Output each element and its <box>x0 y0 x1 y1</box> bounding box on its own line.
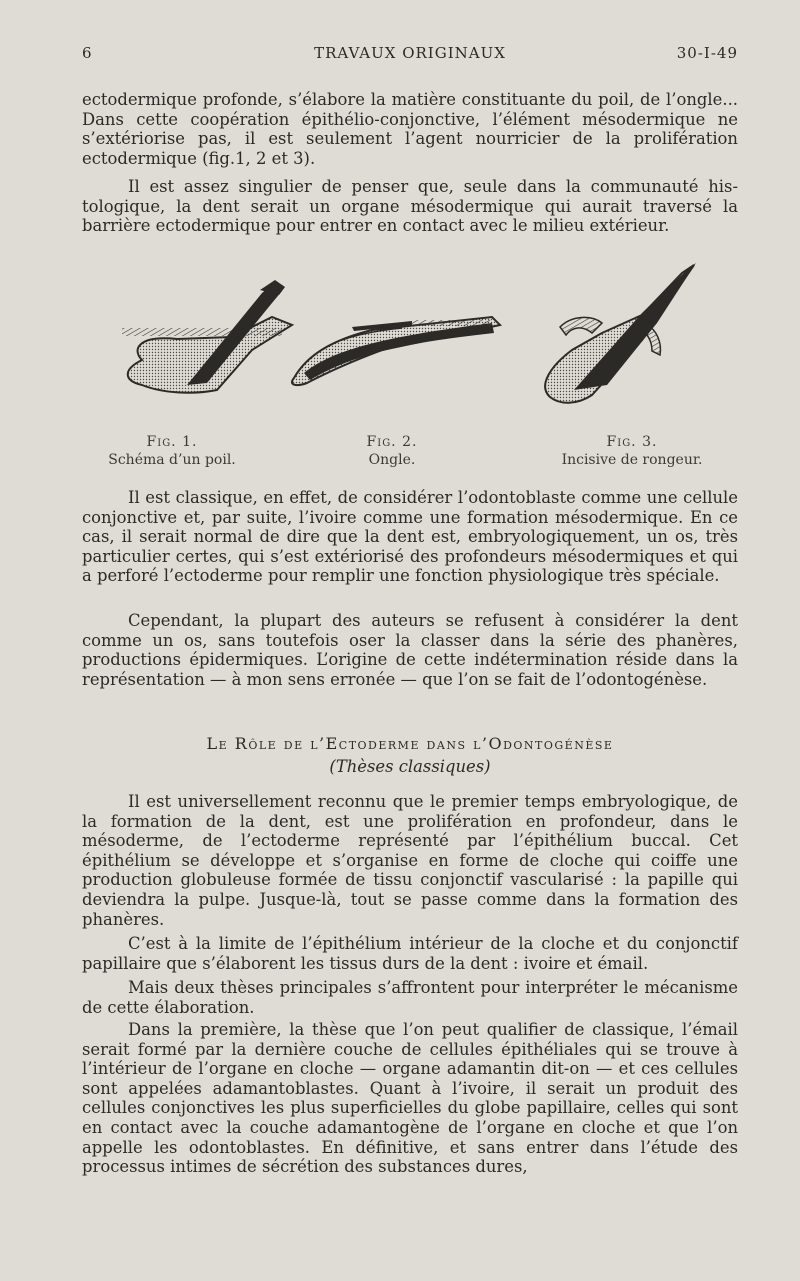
paragraph: Mais deux thèses principales s’affrontent pour interpréter le mécanisme de cette élaboration. <box>82 978 738 1017</box>
figure-group <box>82 255 738 470</box>
figure-2-caption <box>342 433 442 469</box>
paragraph: Il est universellement reconnu que le premier temps embryologique, de la formation de la dent, est une prolifération en profondeur, dans le mésoderme, de l’ectoderme représenté par l’épithélium buccal. Cet épithélium se développe et s’organise en forme de cloche qui coiffe une production globuleuse formée de tissu conjonctif vascularisé : la papille qui deviendra la pulpe. Jusque-là, tout se passe comme dans la formation des phanères. <box>82 792 738 929</box>
paragraph: Il est assez singulier de penser que, seule dans la communauté histologique, la dent serait un organe mésodermique qui aurait traversé la barrière ectodermique pour entrer en contact avec le milieu extérieur. <box>82 177 738 236</box>
running-header <box>82 44 738 68</box>
running-title: TRAVAUX ORIGINAUX <box>314 44 506 62</box>
paragraph: Cependant, la plupart des auteurs se refusent à considérer la dent comme un os, sans toutefois oser la classer dans la série des phanères, productions épidermiques. L’origine de cette indétermination réside dans la représentation — à mon sens erronée — que l’on se fait de l’odontogénèse. <box>82 611 738 689</box>
issue-date: 30-I-49 <box>676 44 738 62</box>
page-number: 6 <box>82 44 93 62</box>
figure-1-hair-drawing <box>122 280 292 393</box>
section-subtitle: (Thèses classiques) <box>329 757 491 776</box>
figure-3-incisor-drawing <box>545 263 696 403</box>
paragraph: C’est à la limite de l’épithélium intérieur de la cloche et du conjonctif papillaire que s’élaborent les tissus durs de la dent : ivoire et émail. <box>82 934 738 973</box>
paragraph: Il est classique, en effet, de considérer l’odontoblaste comme une cellule conjonctive et, par suite, l’ivoire comme une formation mésodermique. En ce cas, il serait normal de dire que la dent est, embryologiquement, un os, très particulier certes, qui s’est extériorisé des profondeurs mésodermiques et qui a perforé l’ectoderme pour remplir une fonction physiologique très spéciale. <box>82 488 738 586</box>
figure-1-caption <box>102 433 242 469</box>
section-title: Le Rôle de l’Ectoderme dans l’Odontogénèse <box>206 734 614 753</box>
figure-2-text: Ongle. <box>368 452 416 468</box>
figure-2-number: Fig. 2. <box>366 434 418 450</box>
figure-3-caption <box>542 433 722 469</box>
figure-3-text: Incisive de rongeur. <box>561 452 703 468</box>
figure-1-number: Fig. 1. <box>146 434 198 450</box>
figure-3-number: Fig. 3. <box>606 434 658 450</box>
figure-2-nail-drawing <box>292 317 500 385</box>
figure-1-text: Schéma d’un poil. <box>108 452 236 468</box>
paragraph-continued: ectodermique profonde, s’élabore la matière constituante du poil, de l’ongle... Dans cette coopération épithélio-conjonctive, l’élément mésodermique ne s’extériorise pas, il est seulement l’agent nourricier de la prolifération ectodermique (fig.1, 2 et 3). <box>82 90 738 168</box>
paragraph: Dans la première, la thèse que l’on peut qualifier de classique, l’émail serait formé par la dernière couche de cellules épithéliales qui se trouve à l’intérieur de l’organe en cloche — organe adamantin dit-on — et ces cellules sont appelées adamantoblastes. Quant à l’ivoire, il serait un produit des cellules conjonctives les plus superficielles du globe papillaire, celles qui sont en contact avec la couche adamantogène de l’organe en cloche et que l’on appelle les odontoblastes. En définitive, et sans entrer dans l’étude des processus intimes de sécrétion des substances dures, <box>82 1020 738 1177</box>
